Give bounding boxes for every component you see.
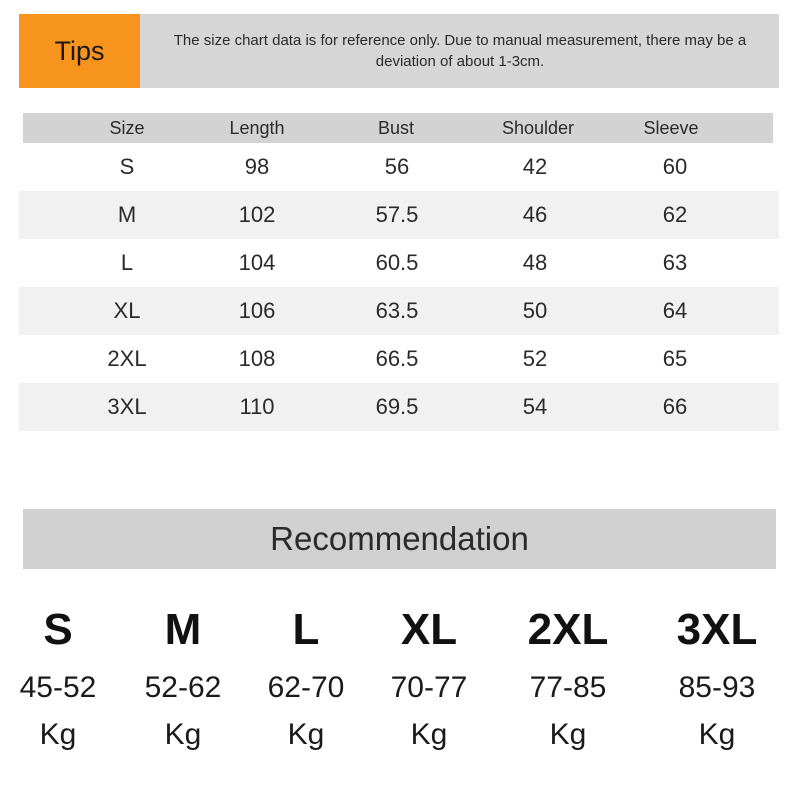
cell-bust: 60.5	[375, 250, 419, 275]
rec-size-label: XL	[400, 605, 458, 654]
cell-shoulder: 42	[522, 154, 548, 179]
cell-bust: 56	[384, 154, 410, 179]
table-row	[19, 383, 779, 431]
header-sleeve: Sleeve	[643, 117, 699, 138]
cell-length: 98	[244, 154, 270, 179]
cell-shoulder: 50	[522, 298, 548, 323]
cell-sleeve: 66	[662, 394, 688, 419]
header-length: Length	[229, 117, 285, 138]
rec-size-label: S	[43, 605, 73, 654]
table-row	[19, 287, 779, 335]
cell-bust: 57.5	[375, 202, 419, 227]
cell-size: L	[120, 250, 134, 275]
cell-length: 106	[238, 298, 276, 323]
rec-size-label: 2XL	[527, 605, 609, 654]
rec-weight-range: 45-52	[19, 671, 97, 704]
table-row	[19, 335, 779, 383]
cell-shoulder: 46	[522, 202, 548, 227]
rec-weight-range: 85-93	[678, 671, 756, 704]
size-chart-table	[19, 113, 779, 431]
cell-bust: 66.5	[375, 346, 419, 371]
rec-weight-unit: Kg	[549, 718, 587, 751]
rec-weight-range: 70-77	[390, 671, 468, 704]
cell-sleeve: 62	[662, 202, 688, 227]
table-row	[19, 143, 779, 191]
rec-size-label: M	[164, 605, 202, 654]
cell-sleeve: 63	[662, 250, 688, 275]
rec-weight-range: 52-62	[144, 671, 222, 704]
rec-weight-range: 77-85	[529, 671, 607, 704]
cell-length: 104	[238, 250, 276, 275]
rec-weight-unit: Kg	[410, 718, 448, 751]
header-bust: Bust	[377, 117, 415, 138]
cell-sleeve: 64	[662, 298, 688, 323]
tips-label: Tips	[19, 14, 140, 88]
cell-size: 3XL	[107, 394, 147, 419]
cell-sleeve: 60	[662, 154, 688, 179]
recommendation-item	[113, 603, 253, 755]
rec-weight-unit: Kg	[164, 718, 202, 751]
recommendation-item	[647, 603, 787, 755]
recommendation-item	[498, 603, 638, 755]
cell-size: S	[119, 154, 135, 179]
recommendation-item	[0, 603, 128, 755]
header-shoulder: Shoulder	[501, 117, 575, 138]
rec-weight-range: 62-70	[267, 671, 345, 704]
recommendation-item	[359, 603, 499, 755]
cell-length: 102	[238, 202, 276, 227]
cell-bust: 63.5	[375, 298, 419, 323]
cell-length: 110	[239, 394, 275, 419]
cell-shoulder: 54	[522, 394, 548, 419]
cell-shoulder: 48	[522, 250, 548, 275]
recommendation-item	[236, 603, 376, 755]
tips-note: The size chart data is for reference only. Due to manual measurement, there may be a deviation of about 1-3cm.	[173, 32, 747, 70]
rec-size-label: 3XL	[676, 605, 758, 654]
rec-size-label: L	[292, 605, 320, 654]
cell-shoulder: 52	[522, 346, 548, 371]
cell-size: 2XL	[107, 346, 147, 371]
cell-bust: 69.5	[375, 394, 419, 419]
header-size: Size	[109, 117, 145, 138]
tips-banner	[19, 14, 779, 88]
rec-weight-unit: Kg	[39, 718, 77, 751]
table-row	[19, 191, 779, 239]
cell-length: 108	[238, 346, 276, 371]
rec-weight-unit: Kg	[698, 718, 736, 751]
rec-weight-unit: Kg	[287, 718, 325, 751]
table-row	[19, 239, 779, 287]
cell-size: M	[117, 202, 137, 227]
size-chart-header	[23, 113, 773, 143]
cell-sleeve: 65	[662, 346, 688, 371]
recommendation-heading: Recommendation	[23, 509, 776, 569]
cell-size: XL	[113, 298, 141, 323]
